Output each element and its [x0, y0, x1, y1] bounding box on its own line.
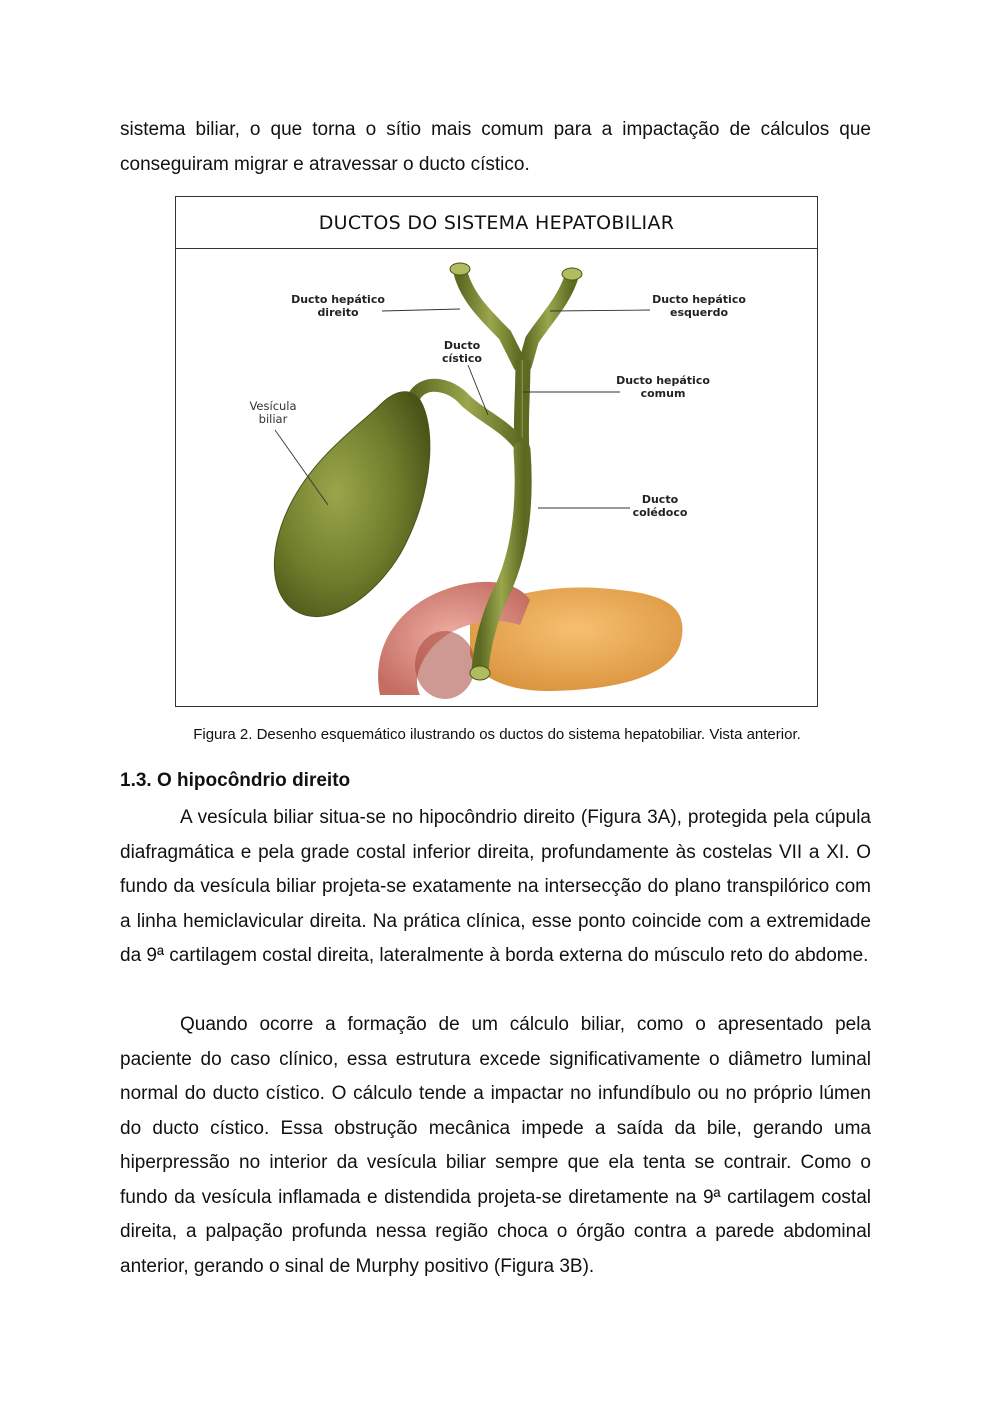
label-common-hepatic-2: comum	[640, 387, 686, 400]
label-gallbladder-1: Vesícula	[249, 399, 297, 413]
duodenum-lumen	[415, 631, 475, 699]
label-common-bile-2: colédoco	[632, 506, 688, 519]
label-hepatic-left-2: esquerdo	[669, 306, 729, 319]
duct-opening-2	[562, 268, 582, 280]
duct-opening-3	[470, 666, 490, 680]
section-paragraph-2: Quando ocorre a formação de um cálculo biliar, como o apresentado pela paciente do caso clínico, essa estrutura excede significativamente o diâmetro luminal normal do ducto cístico. O cálculo tende a impactar no infundíbulo ou no próprio lúmen do ducto cístico. Essa obstrução mecânica impede a saída da bile, gerando uma hiperpressão no interior da vesícula biliar sempre que ela tenta se contrair. Como o fundo da vesícula inflamada e distendida projeta-se diretamente na 9ª cartilagem costal direita, a palpação profunda nessa região choca o órgão contra a parede abdominal anterior, gerando o sinal de Murphy positivo (Figura 3B).	[120, 1014, 871, 1277]
left-hepatic-duct	[525, 275, 572, 365]
figure-box	[175, 196, 818, 707]
label-hepatic-right-2: direito	[317, 306, 359, 319]
figure-title: DUCTOS DO SISTEMA HEPATOBILIAR	[176, 197, 817, 249]
label-cystic-2: cístico	[442, 352, 482, 365]
hepatobiliary-illustration	[220, 255, 773, 699]
section-paragraph-1: A vesícula biliar situa-se no hipocôndrio direito (Figura 3A), protegida pela cúpula diafragmática e pela grade costal inferior direita, profundamente às costelas VII a XI. O fundo da vesícula biliar projeta-se exatamente na intersecção do plano transpilórico com a linha hemiclavicular direita. Na prática clínica, esse ponto coincide com a extremidade da 9ª cartilagem costal direita, lateralmente à borda externa do músculo reto do abdome.	[120, 807, 871, 966]
gallbladder-shape	[274, 392, 429, 617]
common-hepatic-duct	[521, 360, 523, 450]
label-hepatic-right-1: Ducto hepático	[291, 293, 385, 306]
label-gallbladder-2: biliar	[258, 412, 288, 426]
section-heading: 1.3. O hipocôndrio direito	[120, 770, 351, 791]
label-hepatic-left-1: Ducto hepático	[652, 293, 746, 306]
cystic-duct	[415, 385, 520, 445]
duct-opening-1	[450, 263, 470, 275]
intro-paragraph: sistema biliar, o que torna o sítio mais comum para a impactação de cálculos que conseguiram migrar e atravessar o ducto cístico.	[120, 119, 871, 175]
figure-caption: Figura 2. Desenho esquemático ilustrando os ductos do sistema hepatobiliar. Vista anterior.	[193, 726, 801, 743]
label-common-hepatic-1: Ducto hepático	[616, 374, 710, 387]
label-cystic-1: Ducto	[443, 339, 481, 352]
label-common-bile-1: Ducto	[641, 493, 679, 506]
